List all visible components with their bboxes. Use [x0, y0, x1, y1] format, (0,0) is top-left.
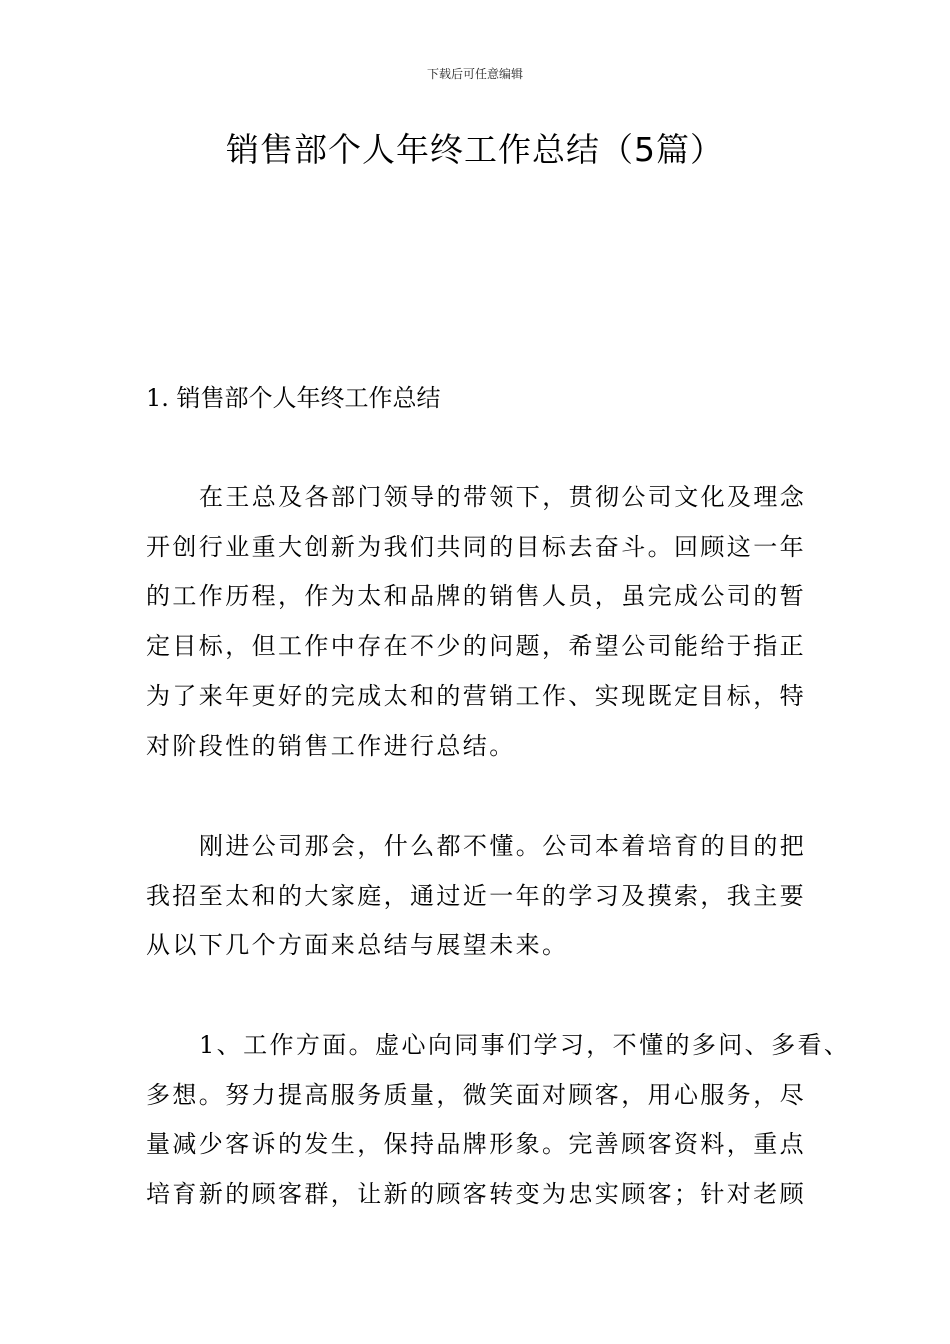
paragraph-line: 定目标，但工作中存在不少的问题，希望公司能给于指正	[146, 632, 806, 661]
document-title: 销售部个人年终工作总结（5篇）	[226, 130, 724, 169]
header-note: 下载后可任意编辑	[426, 67, 523, 81]
paragraph-line: 1、工作方面。虚心向同事们学习，不懂的多问、多看、	[199, 1031, 851, 1059]
paragraph-line: 量减少客诉的发生，保持品牌形象。完善顾客资料，重点	[146, 1130, 806, 1159]
section-heading: 1. 销售部个人年终工作总结	[146, 384, 441, 412]
paragraph-line: 在王总及各部门领导的带领下，贯彻公司文化及理念	[199, 483, 807, 511]
paragraph-line: 刚进公司那会，什么都不懂。公司本着培育的目的把	[199, 832, 807, 860]
paragraph-line: 的工作历程，作为太和品牌的销售人员，虽完成公司的暂	[146, 582, 806, 611]
paragraph-line: 我招至太和的大家庭，通过近一年的学习及摸索，我主要	[146, 881, 806, 910]
paragraph-work-aspect	[146, 1021, 851, 1220]
paragraph-line: 多想。努力提高服务质量，微笑面对顾客，用心服务，尽	[146, 1080, 806, 1109]
paragraph-line: 对阶段性的销售工作进行总结。	[146, 731, 516, 760]
paragraph-line: 从以下几个方面来总结与展望未来。	[146, 931, 569, 960]
paragraph-background	[146, 822, 836, 971]
paragraph-line: 开创行业重大创新为我们共同的目标去奋斗。回顾这一年	[146, 532, 806, 561]
paragraph-line: 培育新的顾客群，让新的顾客转变为忠实顾客；针对老顾	[146, 1180, 806, 1209]
paragraph-line: 为了来年更好的完成太和的营销工作、实现既定目标，特	[146, 681, 806, 710]
paragraph-intro	[146, 473, 836, 771]
